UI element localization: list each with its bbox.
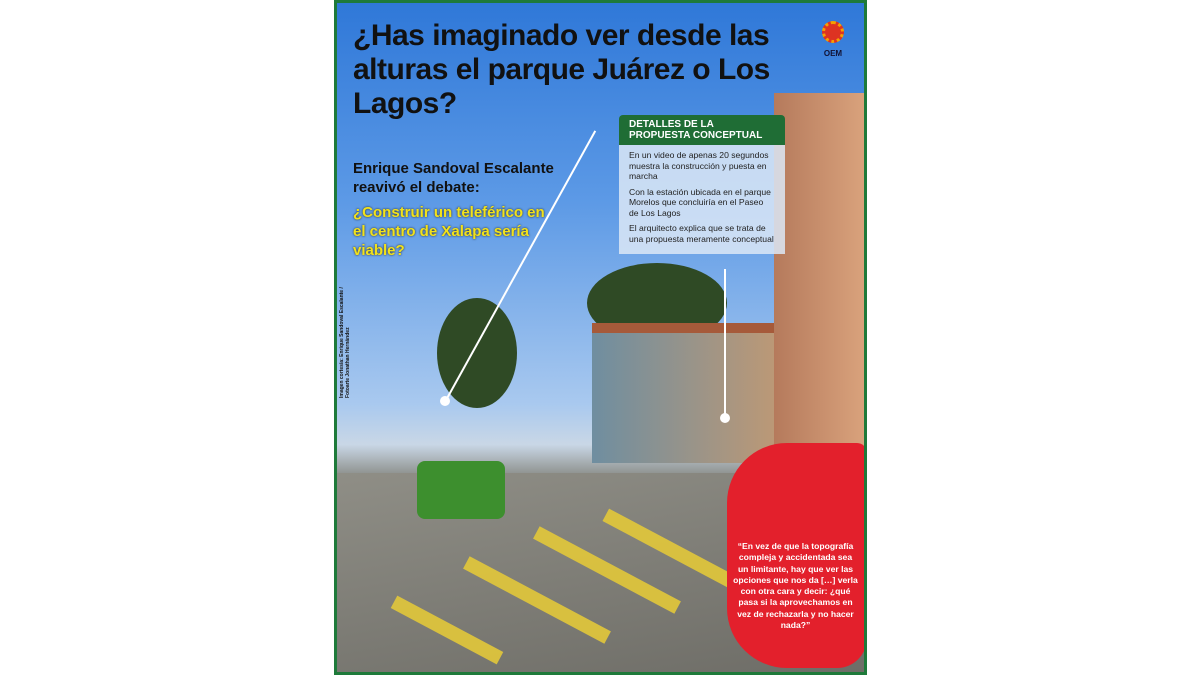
logo-text: OEM [823, 49, 843, 58]
oem-logo [816, 21, 850, 61]
connector-dot [720, 413, 730, 423]
quote-bubble [727, 443, 867, 668]
cable-car-station [592, 323, 802, 463]
details-item: El arquitecto explica que se trata de una propuesta meramente conceptual [629, 223, 774, 244]
details-item: En un video de apenas 20 segundos muestra la construcción y puesta en marcha [629, 150, 769, 181]
connector-line [724, 269, 726, 419]
photo-credit: Imagen cortesía: Enrique Sandoval Escalante / Fotoarte Jonathan Hernández [339, 287, 351, 398]
details-box [619, 115, 785, 254]
details-item: Con la estación ubicada en el parque Morelos que concluiría en el Paseo de Los Lagos [629, 186, 771, 218]
gear-icon [822, 21, 844, 43]
headline: ¿Has imaginado ver desde las alturas el parque Juárez o Los Lagos? [353, 19, 770, 120]
question: ¿Construir un teleférico en el centro de Xalapa sería viable? [353, 204, 545, 259]
connector-dot [440, 396, 450, 406]
infographic-poster [334, 0, 867, 675]
quote-text: “En vez de que la topografía compleja y accidentada sea un limitante, hay que ver las opciones que nos da […] verla con otra cara y decir: ¿qué pasa si la aprovechamos en vez de rechazarla y no hacer nada?” [733, 541, 858, 631]
details-title: DETALLES DE LA PROPUESTA CONCEPTUAL [619, 115, 785, 145]
green-van [417, 461, 505, 519]
subheadline: Enrique Sandoval Escalante reavivó el debate: [353, 160, 554, 196]
